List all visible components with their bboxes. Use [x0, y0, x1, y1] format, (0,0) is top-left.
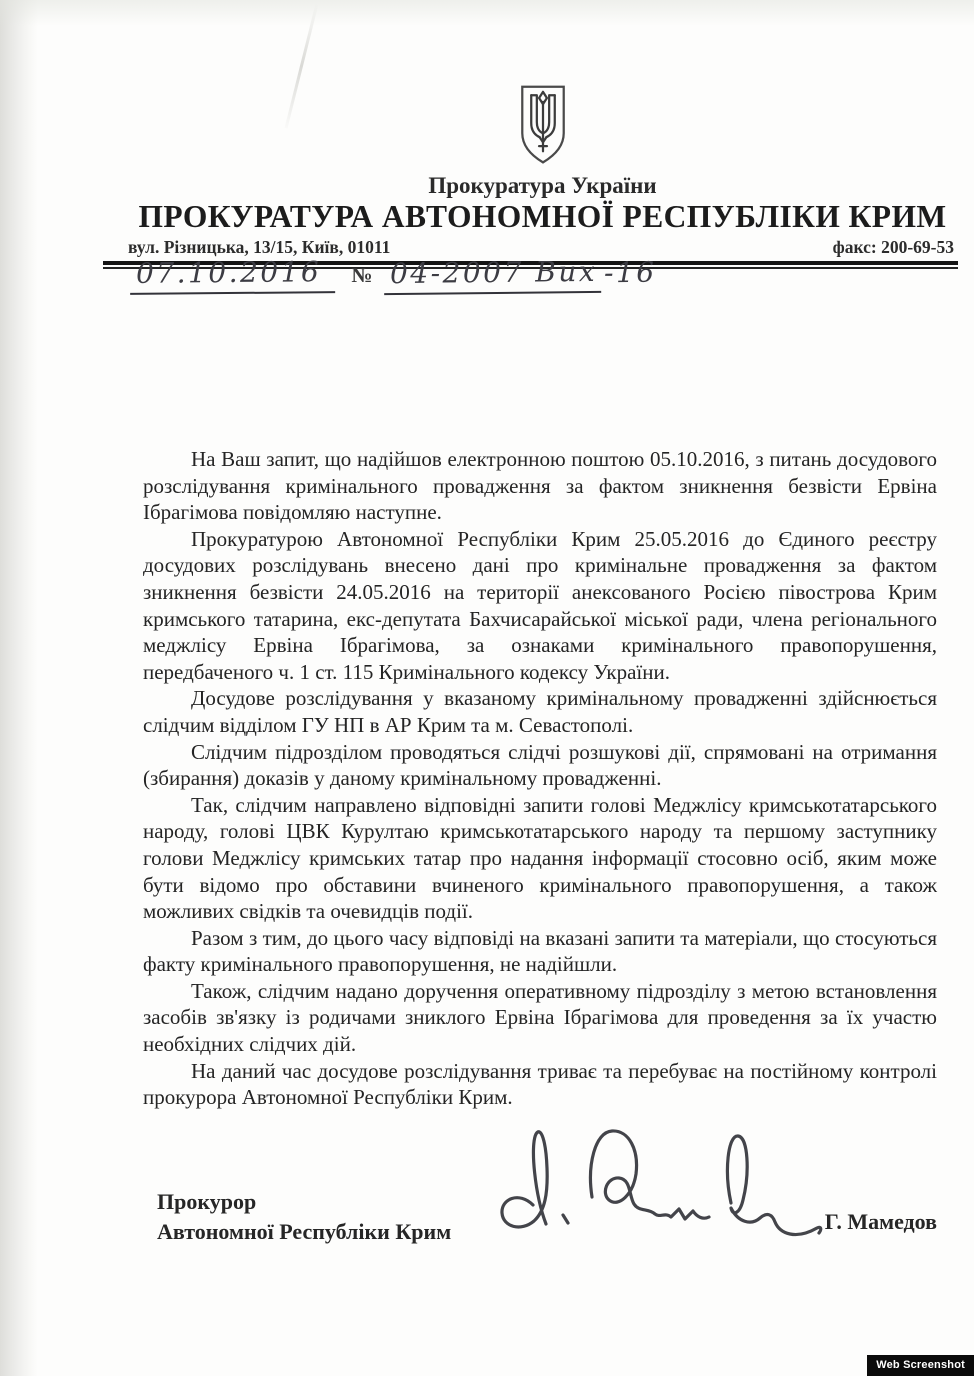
body-paragraph: Також, слідчим надано доручення оперативному підрозділу з метою встановлення засобів зв'язку із родичами зниклого Ервіна Ібрагімова для проведення за їх участю необхідних слідчих дій. [143, 978, 937, 1057]
handwritten-outgoing-number-tail: -16 [603, 255, 657, 290]
body-paragraph: На даний час досудове розслідування триває та перебуває на постійному контролі прокурора Автономної Республіки Крим. [143, 1058, 937, 1110]
body-paragraph: Слідчим підрозділом проводяться слідчі розшукові дії, спрямовані на отримання (збирання) доказів у даному кримінальному провадженні. [143, 739, 937, 791]
org-address: вул. Різницька, 13/15, Київ, 01011 [128, 237, 391, 257]
body-paragraph: Досудове розслідування у вказаному кримінальному провадженні здійснюється слідчим відділом ГУ НП в АР Крим та м. Севастополі. [143, 686, 937, 737]
handwritten-date: 07.10.2016 [130, 255, 336, 295]
letter-body [143, 446, 937, 1111]
signer-name: Г. Мамедов [824, 1209, 937, 1234]
handwritten-outgoing-number: 04-2007 Вих [384, 255, 602, 295]
body-paragraph: Так, слідчим направлено відповідні запити голові Меджлісу кримськотатарського народу, голові ЦВК Курултаю кримськотатарського народу та першому заступнику голови Меджлісу кримських татар про надання інформації стосовно осіб, яким може бути відомо про обставини вчиненого кримінального правопорушення, а також можливих свідків та очевидців події. [143, 792, 937, 924]
body-paragraph: На Ваш запит, що надійшов електронною поштою 05.10.2016, з питань досудового розслідування кримінального провадження за фактом зникнення безвісти Ервіна Ібрагімова повідомляю наступне. [143, 447, 937, 525]
letterhead [103, 84, 958, 269]
org-fax: факс: 200-69-53 [832, 237, 954, 257]
number-sign: № [351, 263, 373, 287]
ukraine-trident-emblem [515, 84, 571, 168]
org-title: ПРОКУРАТУРА АВТОНОМНОЇ РЕСПУБЛІКИ КРИМ [138, 199, 947, 234]
reference-line [130, 256, 656, 294]
signer-title [157, 1187, 451, 1247]
signer-title-line1: Прокурор [157, 1189, 257, 1214]
signer-title-line2: Автономної Республіки Крим [157, 1219, 452, 1244]
org-parent-name: Прокуратура України [428, 173, 657, 198]
web-screenshot-badge: Web Screenshot [867, 1355, 974, 1376]
body-paragraph: Прокуратурою Автономної Республіки Крим 25.05.2016 до Єдиного реєстру досудових розслідувань внесено дані про кримінальне провадження за фактом зникнення безвісти 24.05.2016 на території анексованого Росією півострова Крим кримського татарина, екс-депутата Бахчисарайської міської ради, члена регіонального меджлісу Ервіна Ібрагімова, за ознаками кримінального правопорушення, передбаченого ч. 1 ст. 115 Кримінального кодексу України. [143, 526, 937, 684]
scan-edge-shadow [0, 0, 38, 1376]
signature-block [143, 1185, 937, 1305]
scan-top-shadow [0, 0, 974, 26]
body-paragraph: Разом з тим, до цього часу відповіді на вказані запити та матеріали, що стосуються факту кримінального правопорушення, не надійшли. [143, 925, 937, 977]
handwritten-signature [491, 1123, 831, 1258]
